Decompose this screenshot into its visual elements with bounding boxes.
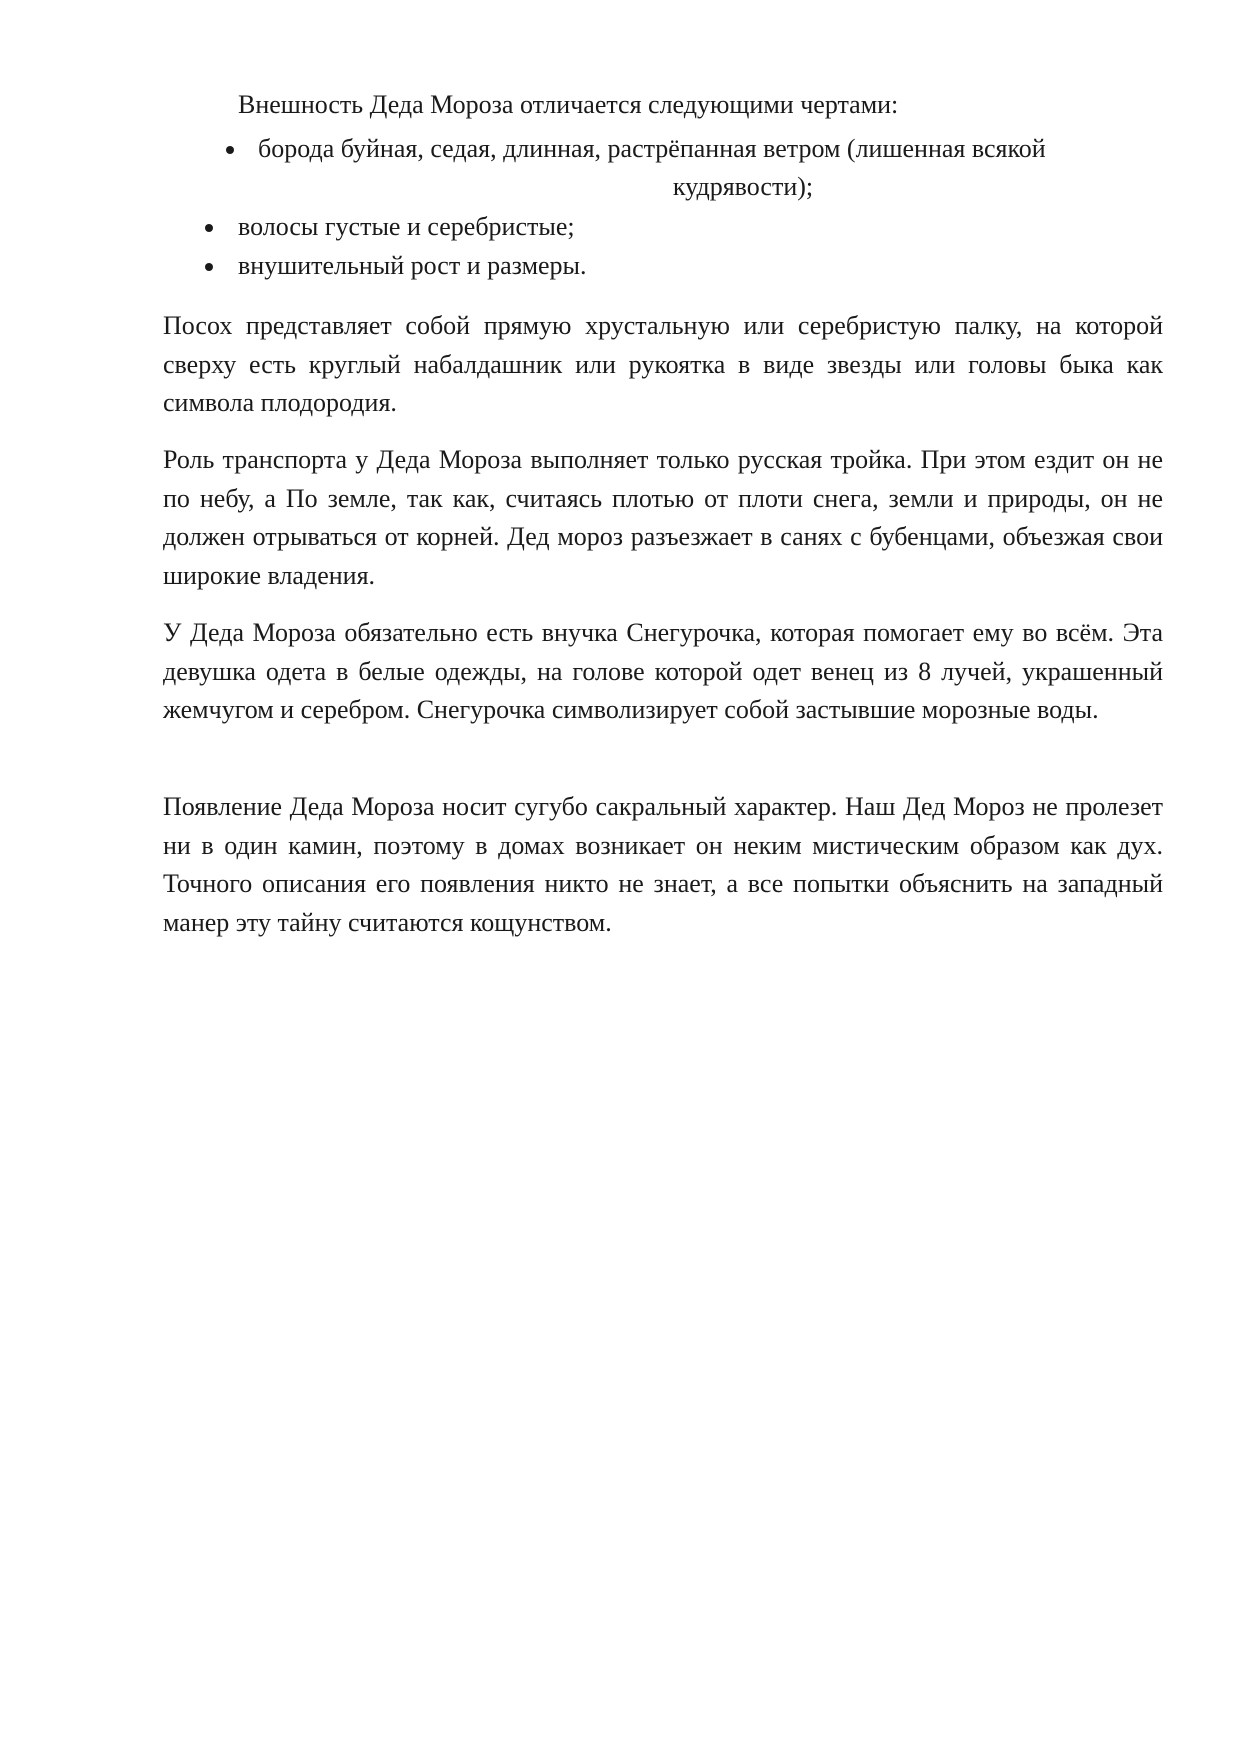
bullet-text-line2: кудрявости); [672, 172, 814, 201]
bullet-dot-icon [226, 146, 234, 154]
intro-line: Внешность Деда Мороза отличается следующими чертами: [238, 90, 899, 119]
bullet-dot-icon [205, 224, 213, 232]
paragraph-snegurochka: У Деда Мороза обязательно есть внучка Снегурочка, которая помогает ему во всём. Эта девушка одета в белые одежды, на голове которой одет венец из 8 лучей, украшенный жемчугом и серебром. Снегурочка символизирует собой застывшие морозные воды. [163, 618, 1163, 724]
paragraph-transport: Роль транспорта у Деда Мороза выполняет только русская тройка. При этом ездит он не по небу, а По земле, так как, считаясь плотью от плоти снега, земли и природы, он не должен отрываться от корней. Дед мороз разъезжает в санях с бубенцами, объезжая свои широкие владения. [163, 445, 1163, 590]
bullet-item-height: внушительный рост и размеры. [238, 251, 587, 280]
bullet-text-line1: борода буйная, седая, длинная, растрёпанная ветром (лишенная всякой [258, 134, 1046, 163]
paragraph-appearance: Появление Деда Мороза носит сугубо сакральный характер. Наш Дед Мороз не пролезет ни в один камин, поэтому в домах возникает он неким мистическим образом как дух. Точного описания его появления никто не знает, а все попытки объяснить на западный манер эту тайну считаются кощунством. [163, 792, 1163, 937]
paragraph-staff: Посох представляет собой прямую хрустальную или серебристую палку, на которой сверху есть круглый набалдашник или рукоятка в виде звезды или головы быка как символа плодородия. [163, 311, 1163, 417]
bullet-dot-icon [205, 263, 213, 271]
bullet-item-beard [258, 130, 1138, 206]
bullet-item-hair: волосы густые и серебристые; [238, 212, 575, 241]
